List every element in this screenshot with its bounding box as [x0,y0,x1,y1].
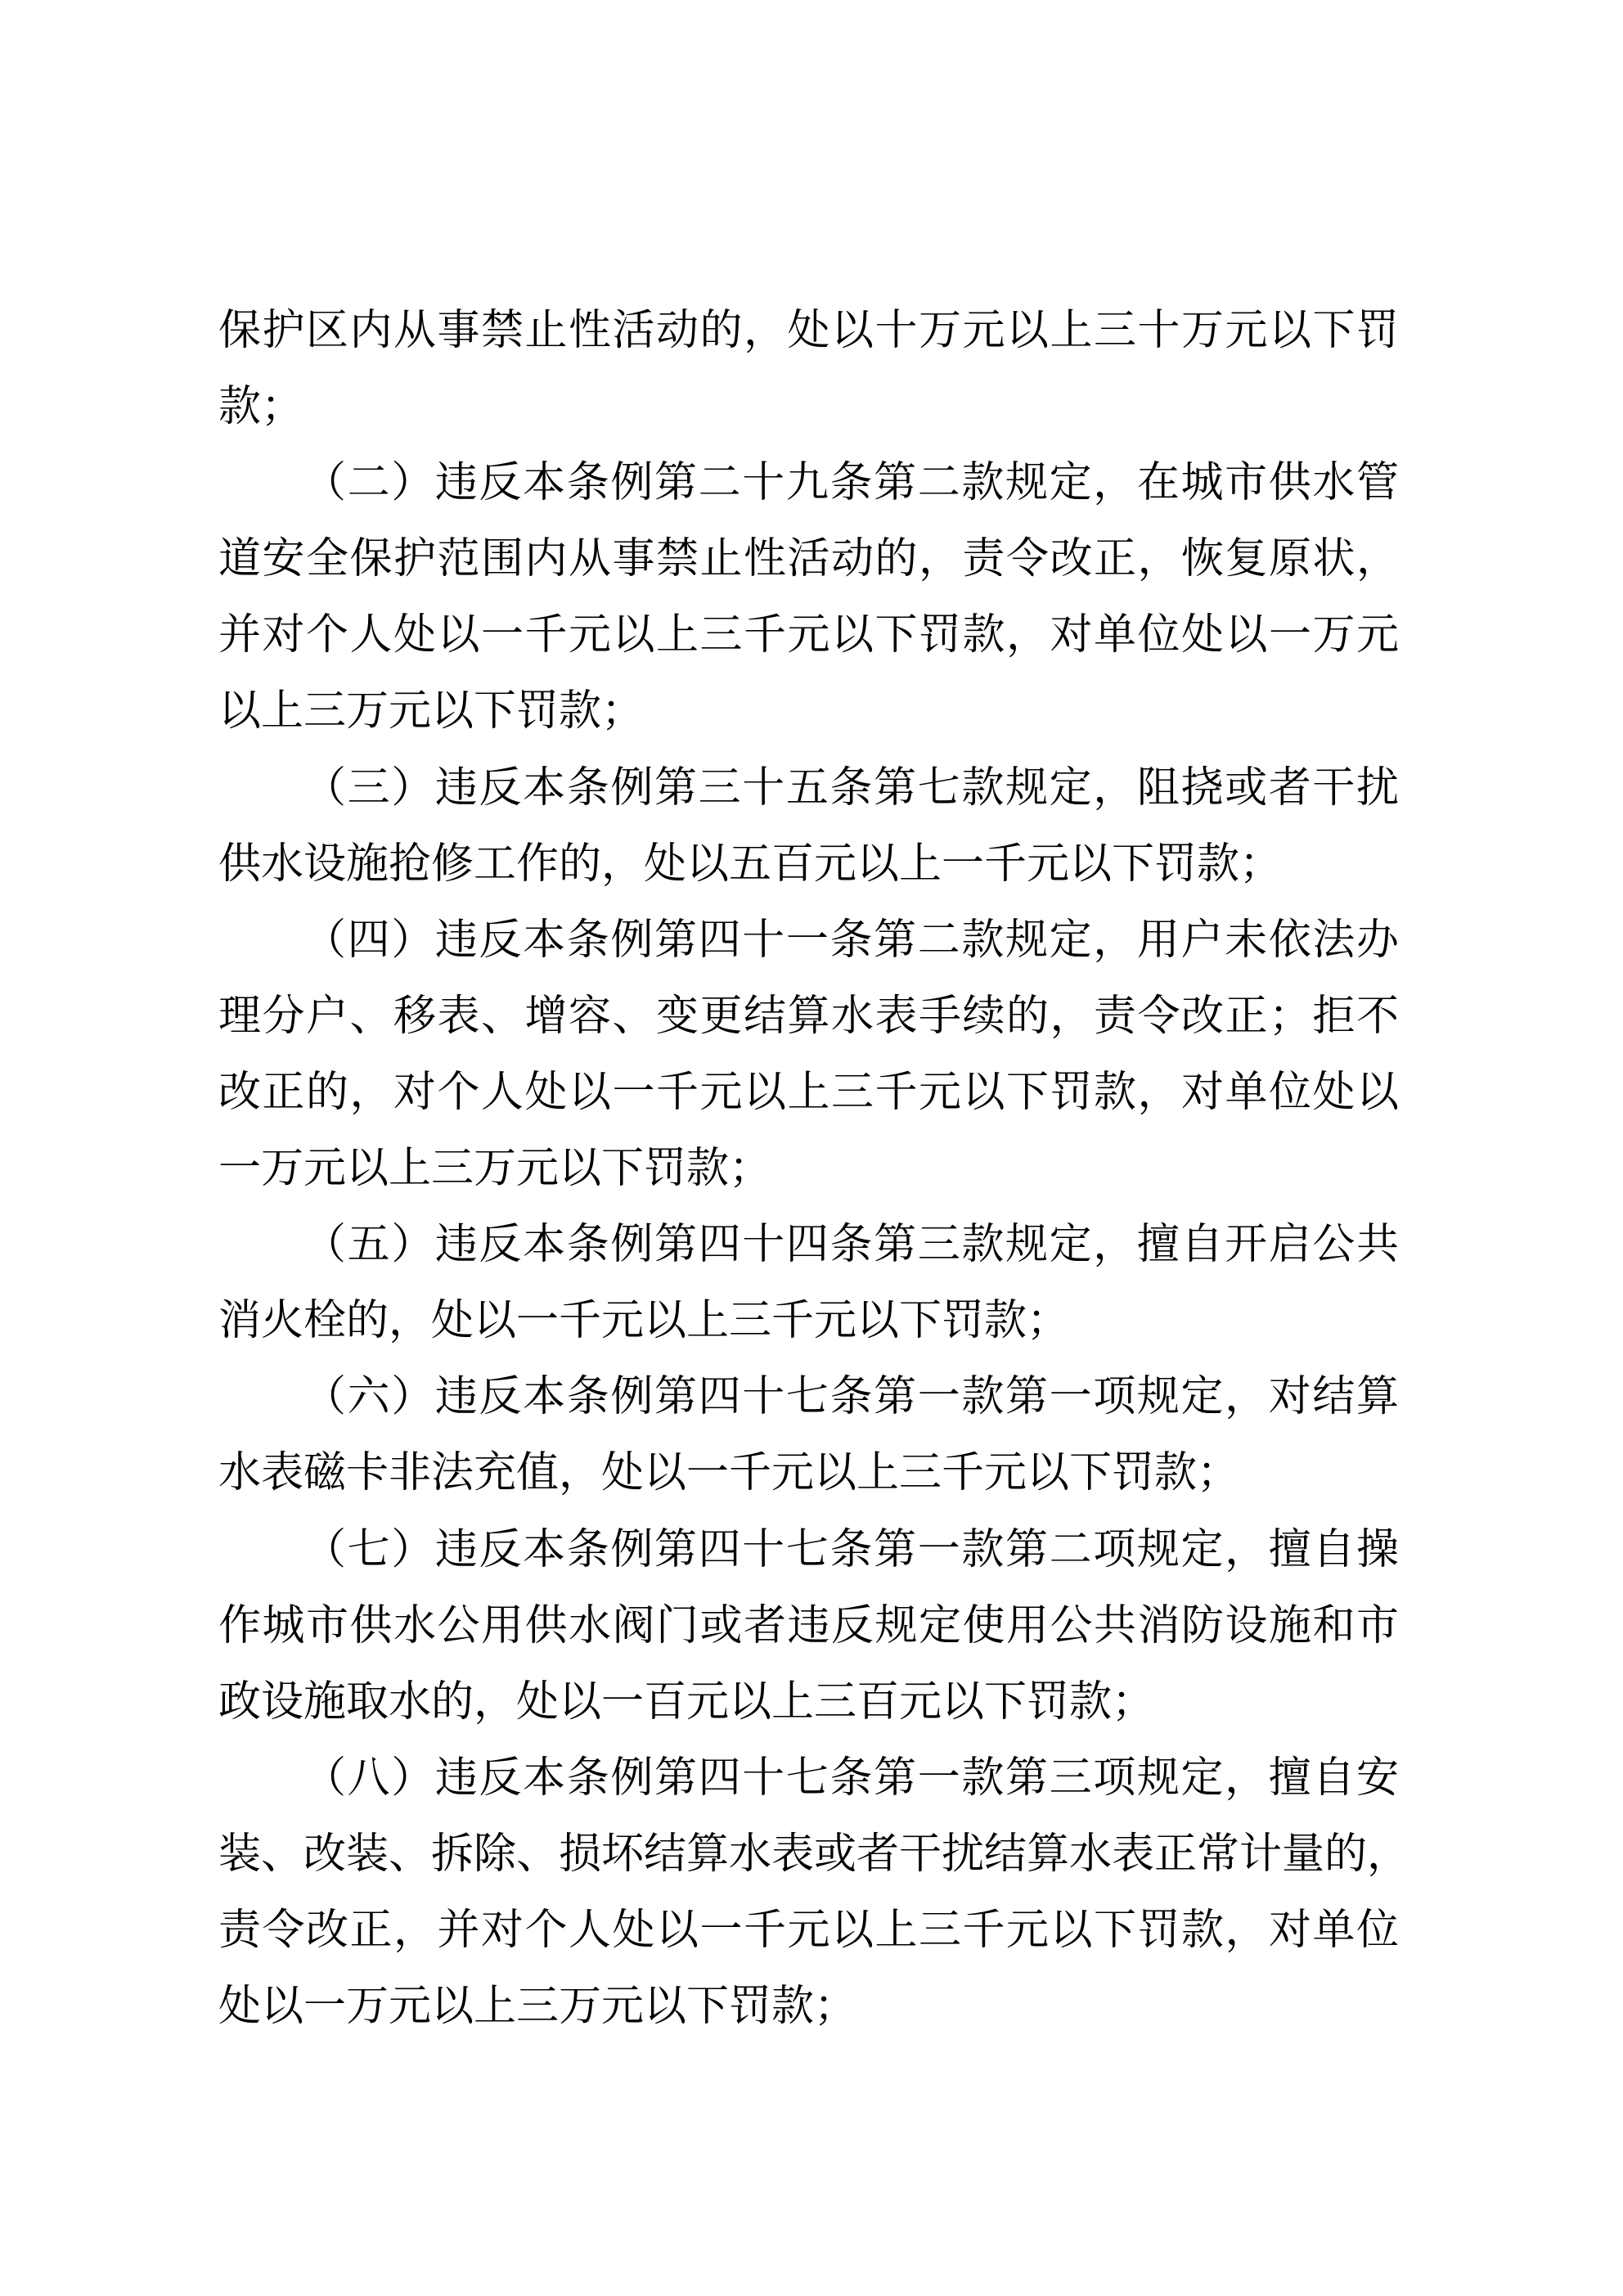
text-line: 款； [218,384,304,431]
text-line: （八）违反本条例第四十七条第一款第三项规定，擅自安 [303,1754,1399,1802]
text-line: （二）违反本条例第二十九条第二款规定，在城市供水管 [303,460,1399,507]
text-line: 一万元以上三万元以下罚款； [218,1146,772,1193]
text-line: 责令改正，并对个人处以一千元以上三千元以下罚款，对单位 [218,1907,1399,1954]
text-line: 作城市供水公用供水阀门或者违反规定使用公共消防设施和市 [218,1602,1399,1650]
text-line: （四）违反本条例第四十一条第二款规定，用户未依法办 [303,916,1399,964]
text-line: （七）违反本条例第四十七条第一款第二项规定，擅自操 [303,1526,1399,1573]
text-line: （三）违反本条例第三十五条第七款规定，阻挠或者干扰 [303,764,1399,812]
text-line: 改正的，对个人处以一千元以上三千元以下罚款，对单位处以 [218,1069,1399,1116]
text-line: 消火栓的，处以一千元以上三千元以下罚款； [218,1298,1070,1345]
text-line: 理分户、移表、增容、变更结算水表手续的，责令改正；拒不 [218,993,1399,1040]
text-line: 以上三万元以下罚款； [218,688,645,736]
text-line: 保护区内从事禁止性活动的，处以十万元以上三十万元以下罚 [218,308,1399,354]
text-line: 道安全保护范围内从事禁止性活动的，责令改正，恢复原状， [218,536,1399,583]
text-line: 装、改装、拆除、损坏结算水表或者干扰结算水表正常计量的， [218,1830,1410,1878]
text-line: 供水设施抢修工作的，处以五百元以上一千元以下罚款； [218,840,1283,888]
text-line: （六）违反本条例第四十七条第一款第一项规定，对结算 [303,1374,1399,1421]
text-line: （五）违反本条例第四十四条第三款规定，擅自开启公共 [303,1222,1399,1269]
text-line: 政设施取水的，处以一百元以上三百元以下罚款； [218,1678,1155,1726]
text-line: 水表磁卡非法充值，处以一千元以上三千元以下罚款； [218,1450,1240,1497]
text-line: 并对个人处以一千元以上三千元以下罚款，对单位处以一万元 [218,612,1399,660]
text-line: 处以一万元以上三万元以下罚款； [218,1983,857,2031]
document-text-block [218,293,1410,2045]
